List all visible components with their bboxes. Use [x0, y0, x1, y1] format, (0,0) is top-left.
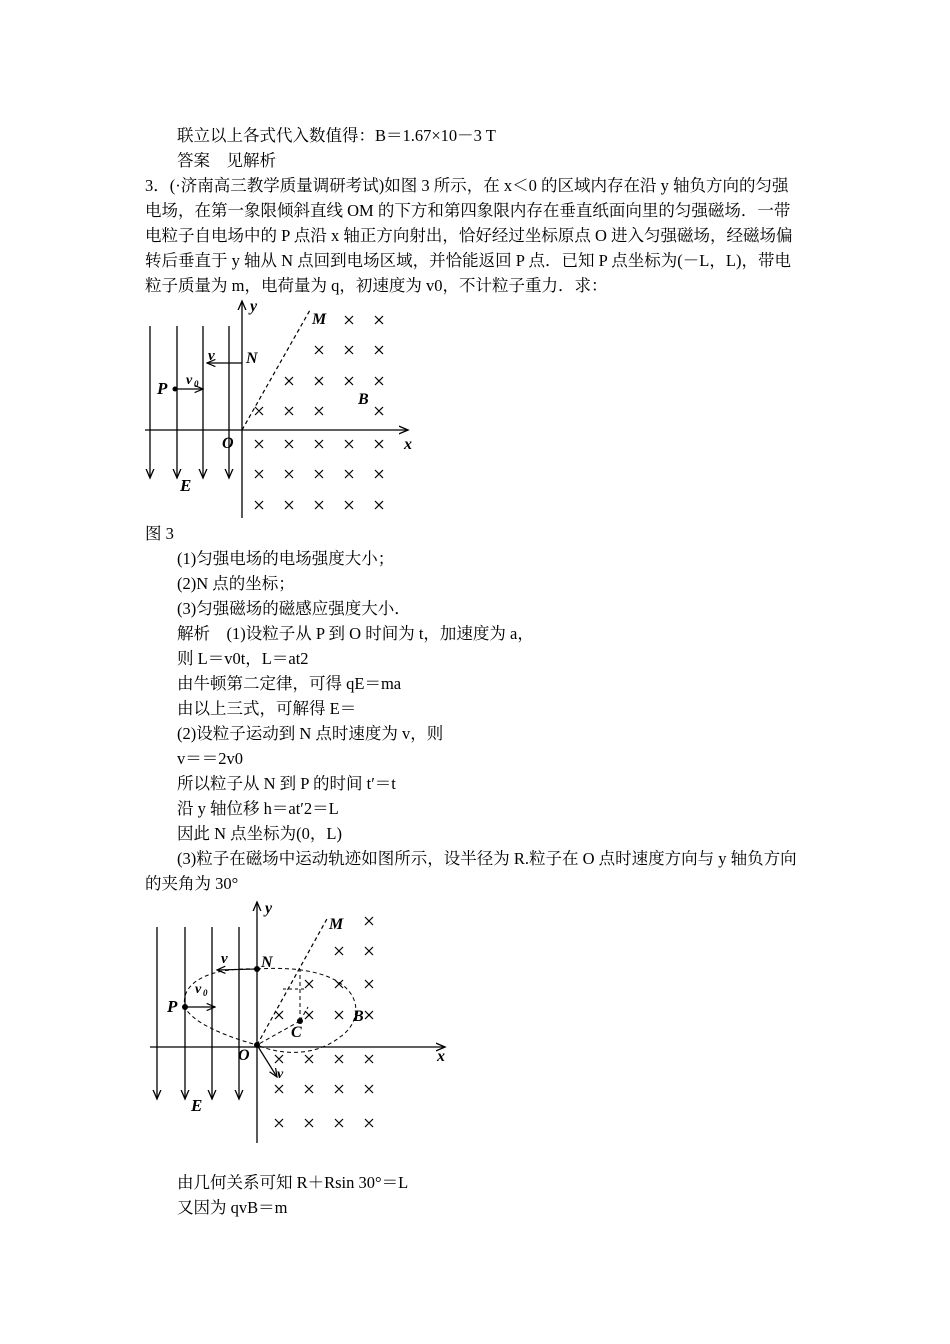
figure-caption: 图 3 — [145, 524, 174, 543]
solution-line: 解析 (1)设粒子从 P 到 O 时间为 t，加速度为 a， — [177, 624, 534, 643]
problem-line: 3．(·济南高三教学质量调研考试)如图 3 所示，在 x＜0 的区域内存在沿 y 轴负方向的匀强 — [145, 176, 789, 195]
solution-line: 又因为 qvB＝m — [177, 1198, 288, 1217]
solution-line: v＝＝2v0 — [177, 749, 243, 768]
solution-line: 沿 y 轴位移 h＝at′2＝L — [177, 799, 339, 818]
label-n: N — [246, 350, 258, 367]
label-c: C — [291, 1024, 302, 1041]
label-m: M — [329, 916, 344, 933]
trajectory-figure — [145, 897, 455, 1147]
solution-line: 由几何关系可知 R＋Rsin 30°＝L — [177, 1173, 409, 1192]
answer-line: 答案 见解析 — [177, 151, 276, 170]
solution-line: 由牛顿第二定律，可得 qE＝ma — [177, 674, 402, 693]
solution-line: 因此 N 点坐标为(0，L) — [177, 824, 342, 843]
label-m: M — [312, 311, 327, 328]
velocity-arrow-o — [257, 1045, 277, 1077]
label-v-o: v — [277, 1067, 284, 1082]
label-v: v — [208, 348, 215, 364]
figure-3 — [140, 296, 430, 522]
solution-line: (2)设粒子运动到 N 点时速度为 v，则 — [177, 724, 444, 743]
problem-line: 电粒子自电场中的 P 点沿 x 轴正方向射出，恰好经过坐标原点 O 进入匀强磁场，经磁场偏 — [145, 226, 793, 245]
label-y: y — [265, 900, 273, 917]
label-x: x — [404, 436, 412, 453]
label-v0: v — [186, 373, 193, 388]
label-p: P — [167, 997, 178, 1016]
question-1: (1)匀强电场的电场强度大小； — [177, 549, 395, 568]
label-o: O — [222, 435, 234, 452]
label-p: P — [157, 379, 168, 398]
label-v0: v — [195, 982, 202, 997]
label-e: E — [191, 1096, 203, 1115]
label-v: v — [221, 951, 228, 967]
label-y: y — [250, 298, 258, 315]
problem-line: 转后垂直于 y 轴从 N 点回到电场区域，并恰能返回 P 点．已知 P 点坐标为(－L，L)，带电 — [145, 251, 791, 270]
label-b: B — [358, 391, 369, 408]
label-b: B — [353, 1008, 364, 1025]
solution-line: 则 L＝v0t，L＝at2 — [177, 649, 309, 668]
label-v0-sub: 0 — [194, 379, 199, 389]
solution-line: 由以上三式，可解得 E＝ — [177, 699, 357, 718]
question-3: (3)匀强磁场的磁感应强度大小． — [177, 599, 411, 618]
problem-line: 粒子质量为 m，电荷量为 q，初速度为 v0，不计粒子重力．求： — [145, 276, 608, 295]
text-line: 联立以上各式代入数值得：B＝1.67×10－3 T — [177, 126, 496, 145]
solution-line: 所以粒子从 N 到 P 的时间 t′＝t — [177, 774, 396, 793]
label-v0-sub: 0 — [203, 988, 208, 998]
label-o: O — [238, 1047, 250, 1064]
label-n: N — [261, 954, 273, 971]
question-2: (2)N 点的坐标； — [177, 574, 295, 593]
solution-line: 的夹角为 30° — [145, 874, 239, 893]
magnetic-field-crosses — [255, 316, 383, 509]
velocity-arrow-n — [217, 969, 257, 970]
solution-line: (3)粒子在磁场中运动轨迹如图所示，设半径为 R.粒子在 O 点时速度方向与 y 轴负方向 — [177, 849, 797, 868]
label-x: x — [437, 1048, 445, 1065]
label-e: E — [180, 476, 192, 495]
line-om — [242, 310, 310, 430]
problem-line: 电场，在第一象限倾斜直线 OM 的下方和第四象限内存在垂直纸面向里的匀强磁场．一带 — [145, 201, 791, 220]
